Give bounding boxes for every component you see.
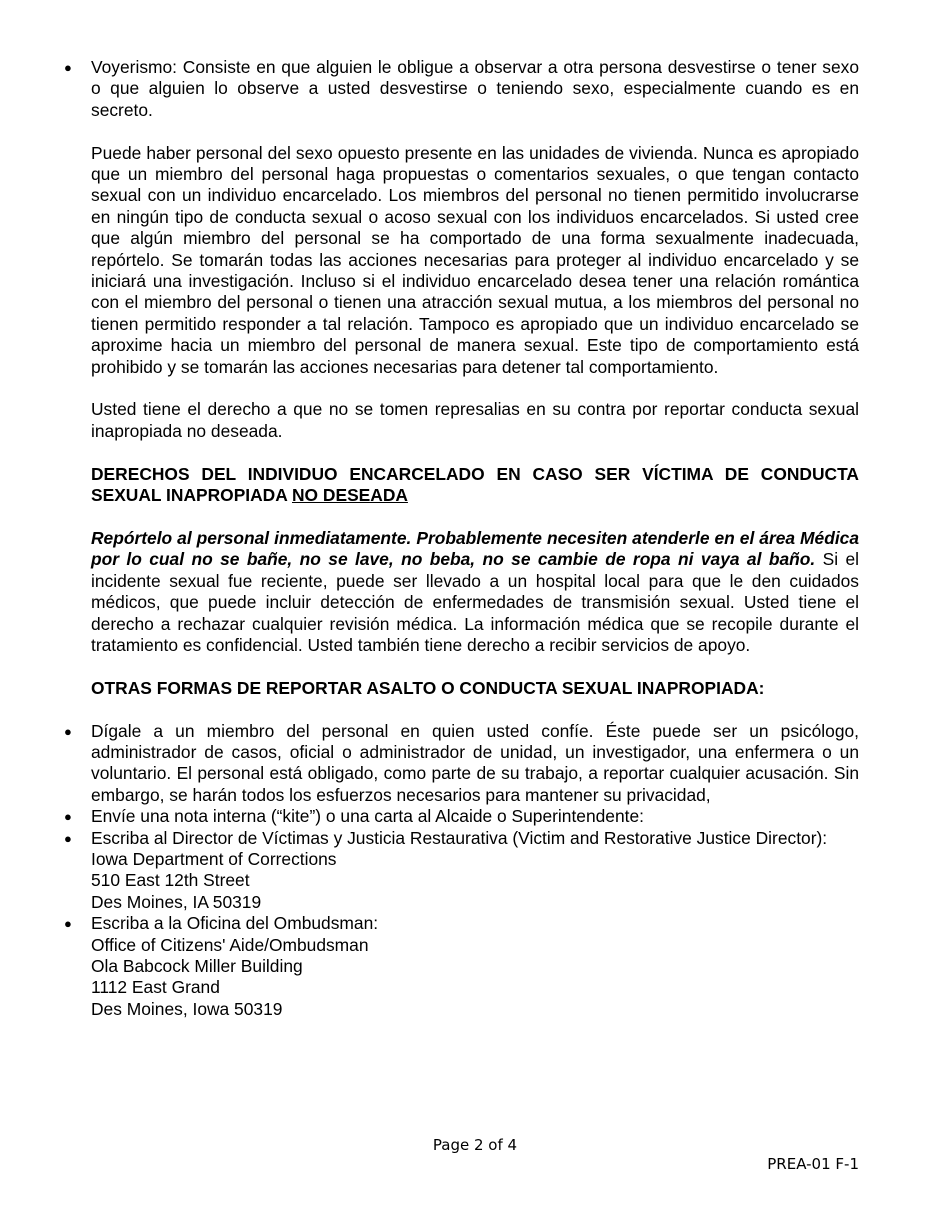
other-ways-heading: OTRAS FORMAS DE REPORTAR ASALTO O CONDUCTA SEXUAL INAPROPIADA: — [91, 677, 765, 698]
retaliation-paragraph: Usted tiene el derecho a que no se tomen represalias en su contra por reportar conducta sexual inapropiada no deseada. — [91, 399, 859, 441]
ombudsman-address-line: 1112 East Grand — [91, 977, 220, 998]
director-address-line: Des Moines, IA 50319 — [91, 891, 262, 912]
page-number: Page 2 of 4 — [432, 1136, 518, 1154]
voyeurism-bullet: ● Voyerismo: Consiste en que alguien le obligue a observar a otra persona desvestirse o tener sexo o que alguien lo observe a usted desvestirse o teniendo sexo, especialmente cuando es en secreto. — [91, 57, 859, 121]
rights-heading — [91, 464, 859, 507]
director-address-line: Iowa Department of Corrections — [91, 848, 337, 869]
ombudsman-address-line: Des Moines, Iowa 50319 — [91, 998, 283, 1019]
rights-heading-underlined: NO DESEADA — [292, 485, 408, 506]
bullet-director: ● Escriba al Director de Víctimas y Justicia Restaurativa (Victim and Restorative Justice Director): — [91, 828, 859, 849]
report-paragraph — [91, 528, 859, 656]
bullet-ombudsman: ● Escriba a la Oficina del Ombudsman: — [91, 913, 859, 934]
document-body — [91, 57, 859, 1020]
director-address-line: 510 East 12th Street — [91, 870, 250, 891]
form-code: PREA-01 F-1 — [767, 1155, 859, 1173]
rights-heading-text: DERECHOS DEL INDIVIDUO ENCARCELADO EN CASO SER VÍCTIMA DE CONDUCTA SEXUAL INAPROPIADA — [91, 463, 859, 506]
bullet-trusted-staff: ● Dígale a un miembro del personal en quien usted confíe. Éste puede ser un psicólogo, administrador de casos, oficial o administrador de unidad, un investigador, una enfermera o un voluntario. El personal está obligado, como parte de su trabajo, a reportar cualquier acusación. Sin embargo, se harán todos los esfuerzos necesarios para mantener su privacidad, — [91, 721, 859, 807]
report-emphasis: Repórtelo al personal inmediatamente. Probablemente necesiten atenderle en el área Médica por lo cual no se bañe, no se lave, no beba, no se cambie de ropa ni vaya al baño. — [91, 527, 859, 570]
ombudsman-address-line: Ola Babcock Miller Building — [91, 955, 303, 976]
bullet-kite: ● Envíe una nota interna (“kite”) o una carta al Alcaide o Superintendente: — [91, 806, 859, 827]
report-text: Si el incidente sexual fue reciente, puede ser llevado a un hospital local para que le den cuidados médicos, que puede incluir detección de enfermedades de transmisión sexual. Usted tiene el derecho a rechazar cualquier revisión médica. La información médica que se recopile durante el tratamiento es confidencial. Usted también tiene derecho a recibir servicios de apoyo. — [91, 549, 859, 655]
ombudsman-address-line: Office of Citizens' Aide/Ombudsman — [91, 934, 369, 955]
staff-conduct-paragraph: Puede haber personal del sexo opuesto presente en las unidades de vivienda. Nunca es apropiado que un miembro del personal haga propuestas o comentarios sexuales, o que tengan contacto sexual con un individuo encarcelado. Los miembros del personal no tienen permitido involucrarse en ningún tipo de conducta sexual o acoso sexual con los individuos encarcelados. Si usted cree que algún miembro del personal se ha comportado de una forma sexualmente inadecuada, repórtelo. Se tomarán todas las acciones necesarias para proteger al individuo encarcelado y se iniciará una investigación. Incluso si el individuo encarcelado desea tener una relación romántica con el miembro del personal o tienen una atracción sexual mutua, a los miembros del personal no tienen permitido responder a tal relación. Tampoco es apropiado que un individuo encarcelado se aproxime hacia un miembro del personal de manera sexual. Este tipo de comportamiento está prohibido y se tomarán las acciones necesarias para detener tal comportamiento. — [91, 142, 859, 377]
